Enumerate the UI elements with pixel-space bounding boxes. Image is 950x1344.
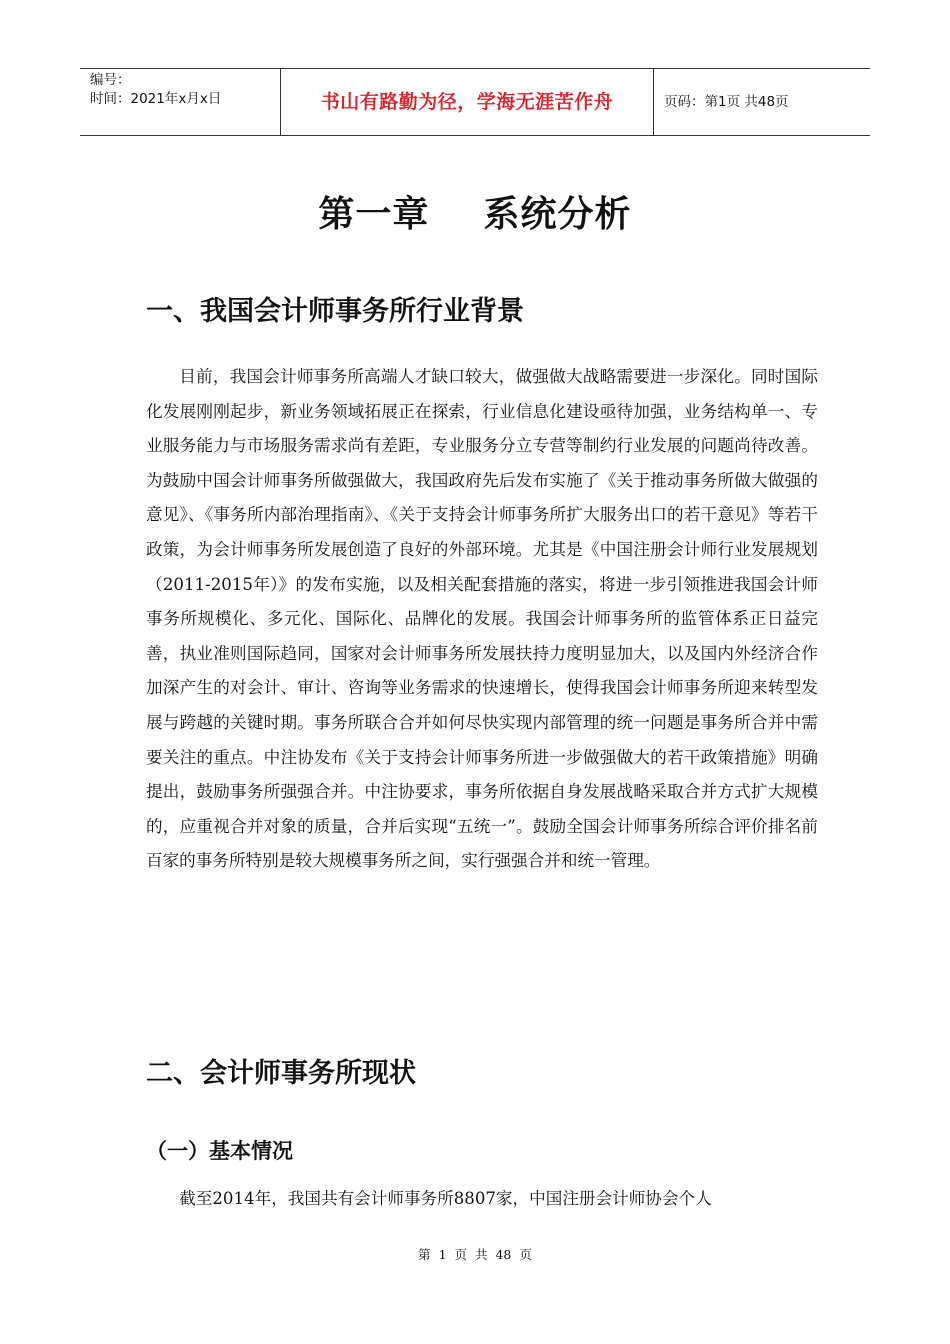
section-heading-status: 二、会计师事务所现状 — [146, 1058, 416, 1089]
header-page-info: 页码：第1页 共48页 — [664, 94, 789, 110]
body-paragraph-basic: 截至2014年，我国共有会计师事务所8807家，中国注册会计师协会个人 — [179, 1189, 712, 1208]
header-motto: 书山有路勤为径，学海无涯苦作舟 — [281, 69, 654, 135]
subsection-heading-basic: （一）基本情况 — [146, 1139, 293, 1163]
date-label: 时间：2021年x月x日 — [90, 91, 222, 107]
chapter-title: 第一章 系统分析 — [318, 194, 632, 235]
section-heading-background: 一、我国会计师事务所行业背景 — [146, 296, 524, 327]
document-header — [80, 68, 870, 136]
page-footer: 第 1 页 共 48 页 — [418, 1247, 532, 1262]
body-paragraph-background: 目前，我国会计师事务所高端人才缺口较大，做强做大战略需要进一步深化。同时国际化发展刚刚起步，新业务领域拓展正在探索，行业信息化建设亟待加强，业务结构单一、专业服务能力与市场服务需求尚有差距，专业服务分立专营等制约行业发展的问题尚待改善。为鼓励中国会计师事务所做强做大，我国政府先后发布实施了《关于推动事务所做大做强的意见》、《事务所内部治理指南》、《关于支持会计师事务所扩大服务出口的若干意见》等若干政策，为会计师事务所发展创造了良好的外部环境。尤其是《中国注册会计师行业发展规划（2011-2015年）》的发布实施，以及相关配套措施的落实，将进一步引领推进我国会计师事务所规模化、多元化、国际化、品牌化的发展。我国会计师事务所的监管体系正日益完善，执业准则国际趋同，国家对会计师事务所发展扶持力度明显加大，以及国内外经济合作加深产生的对会计、审计、咨询等业务需求的快速增长，使得我国会计师事务所迎来转型发展与跨越的关键时期。事务所联合合并如何尽快实现内部管理的统一问题是事务所合并中需要关注的重点。中注协发布《关于支持会计师事务所进一步做强做大的若干政策措施》明确提出，鼓励事务所强强合并。中注协要求，事务所依据自身发展战略采取合并方式扩大规模的，应重视合并对象的质量，合并后实现“五统一”。鼓励全国会计师事务所综合评价排名前百家的事务所特别是较大规模事务所之间，实行强强合并和统一管理。 — [146, 367, 818, 871]
number-label: 编号： — [90, 72, 131, 88]
header-meta-cell — [80, 69, 281, 135]
